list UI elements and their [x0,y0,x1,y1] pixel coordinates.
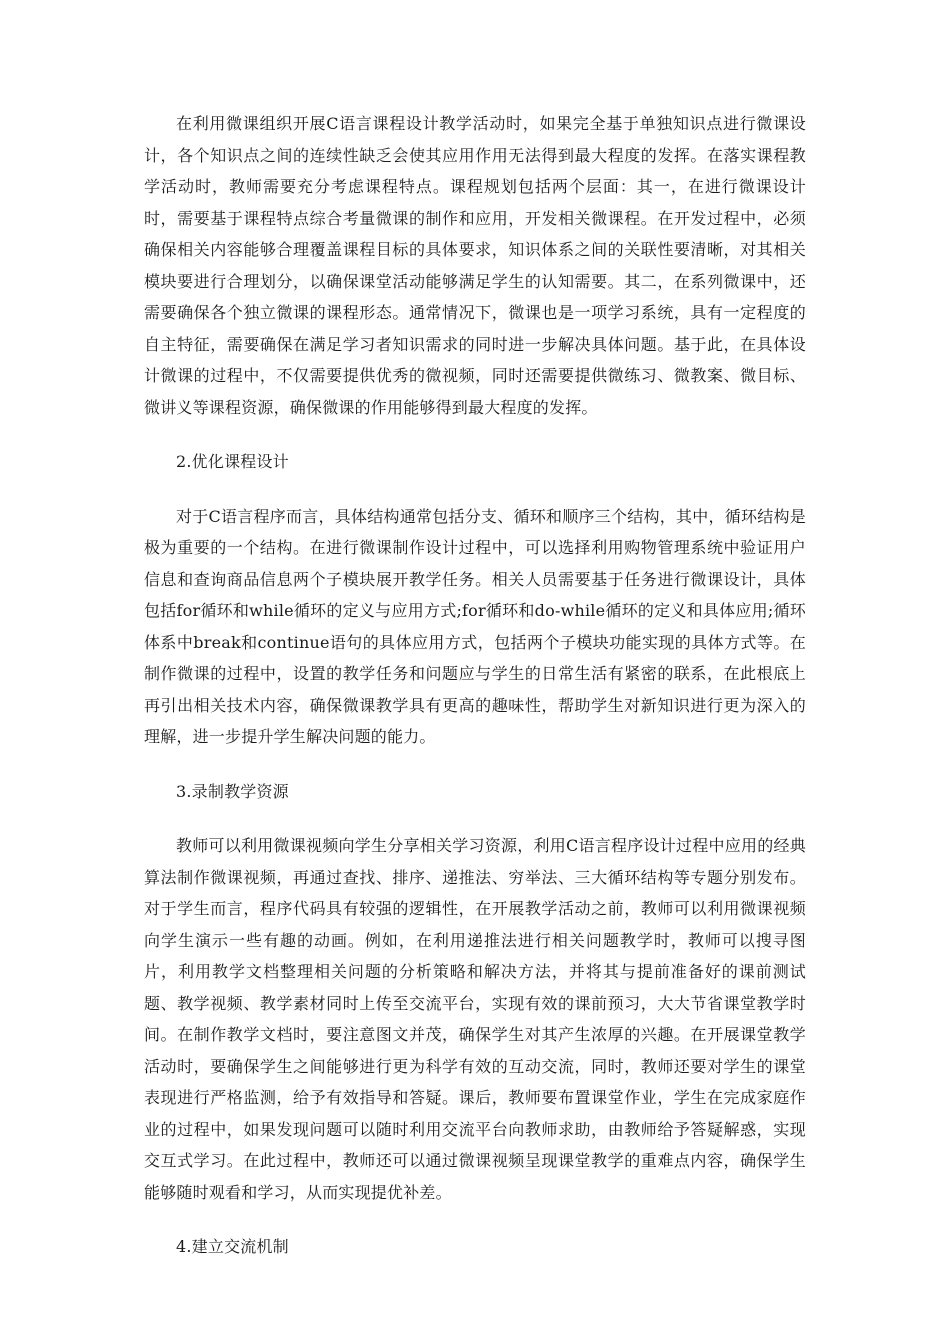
heading-gap [144,478,806,501]
body-paragraph: 对于C语言程序而言，具体结构通常包括分支、循环和顺序三个结构，其中，循环结构是极为重要的一个结构。在进行微课制作设计过程中，可以选择利用购物管理系统中验证用户信息和查询商品信息两个子模块展开教学任务。相关人员需要基于任务进行微课设计，具体包括for循环和while循环的定义与应用方式;for循环和do-while循环的定义和具体应用;循环体系中break和continue语句的具体应用方式，包括两个子模块功能实现的具体方式等。在制作微课的过程中，设置的教学任务和问题应与学生的日常生活有紧密的联系，在此根底上再引出相关技术内容，确保微课教学具有更高的趣味性，帮助学生对新知识进行更为深入的理解，进一步提升学生解决问题的能力。 [144,506,806,746]
heading-gap [144,807,806,830]
paragraph-gap [144,423,806,446]
body-paragraph: 在利用微课组织开展C语言课程设计教学活动时，如果完全基于单独知识点进行微课设计，各个知识点之间的连续性缺乏会使其应用作用无法得到最大程度的发挥。在落实课程教学活动时，教师需要充分考虑课程特点。课程规划包括两个层面：其一，在进行微课设计时，需要基于课程特点综合考量微课的制作和应用，开发相关微课程。在开发过程中，必须确保相关内容能够合理覆盖课程目标的具体要求，知识体系之间的关联性要清晰，对其相关模块要进行合理划分，以确保课堂活动能够满足学生的认知需要。其二，在系列微课中，还需要确保各个独立微课的课程形态。通常情况下，微课也是一项学习系统，具有一定程度的自主特征，需要确保在满足学习者知识需求的同时进一步解决具体问题。基于此，在具体设计微课的过程中，不仅需要提供优秀的微视频，同时还需要提供微练习、微教案、微目标、微讲义等课程资源，确保微课的作用能够得到最大程度的发挥。 [144,114,806,417]
section-heading: 3.录制教学资源 [176,781,289,801]
body-paragraph: 教师可以利用微课视频向学生分享相关学习资源，利用C语言程序设计过程中应用的经典算法制作微课视频，再通过查找、排序、递推法、穷举法、三大循环结构等专题分别发布。对于学生而言，程序代码具有较强的逻辑性，在开展教学活动之前，教师可以利用微课视频向学生演示一些有趣的动画。例如，在利用递推法进行相关问题教学时，教师可以搜寻图片，利用教学文档整理相关问题的分析策略和解决方法，并将其与提前准备好的课前测试题、教学视频、教学素材同时上传至交流平台，实现有效的课前预习，大大节省课堂教学时间。在制作教学文档时，要注意图文并茂，确保学生对其产生浓厚的兴趣。在开展课堂教学活动时，要确保学生之间能够进行更为科学有效的互动交流，同时，教师还要对学生的课堂表现进行严格监测，给予有效指导和答疑。课后，教师要布置课堂作业，学生在完成家庭作业的过程中，如果发现问题可以随时利用交流平台向教师求助，由教师给予答疑解惑，实现交互式学习。在此过程中，教师还可以通过微课视频呈现课堂教学的重难点内容，确保学生能够随时观看和学习，从而实现提优补差。 [144,836,806,1202]
section-heading: 2.优化课程设计 [176,452,289,471]
document-page [144,108,806,1263]
section-heading: 4.建立交流机制 [176,1237,289,1256]
paragraph-gap [144,1208,806,1231]
paragraph-gap [144,753,806,776]
